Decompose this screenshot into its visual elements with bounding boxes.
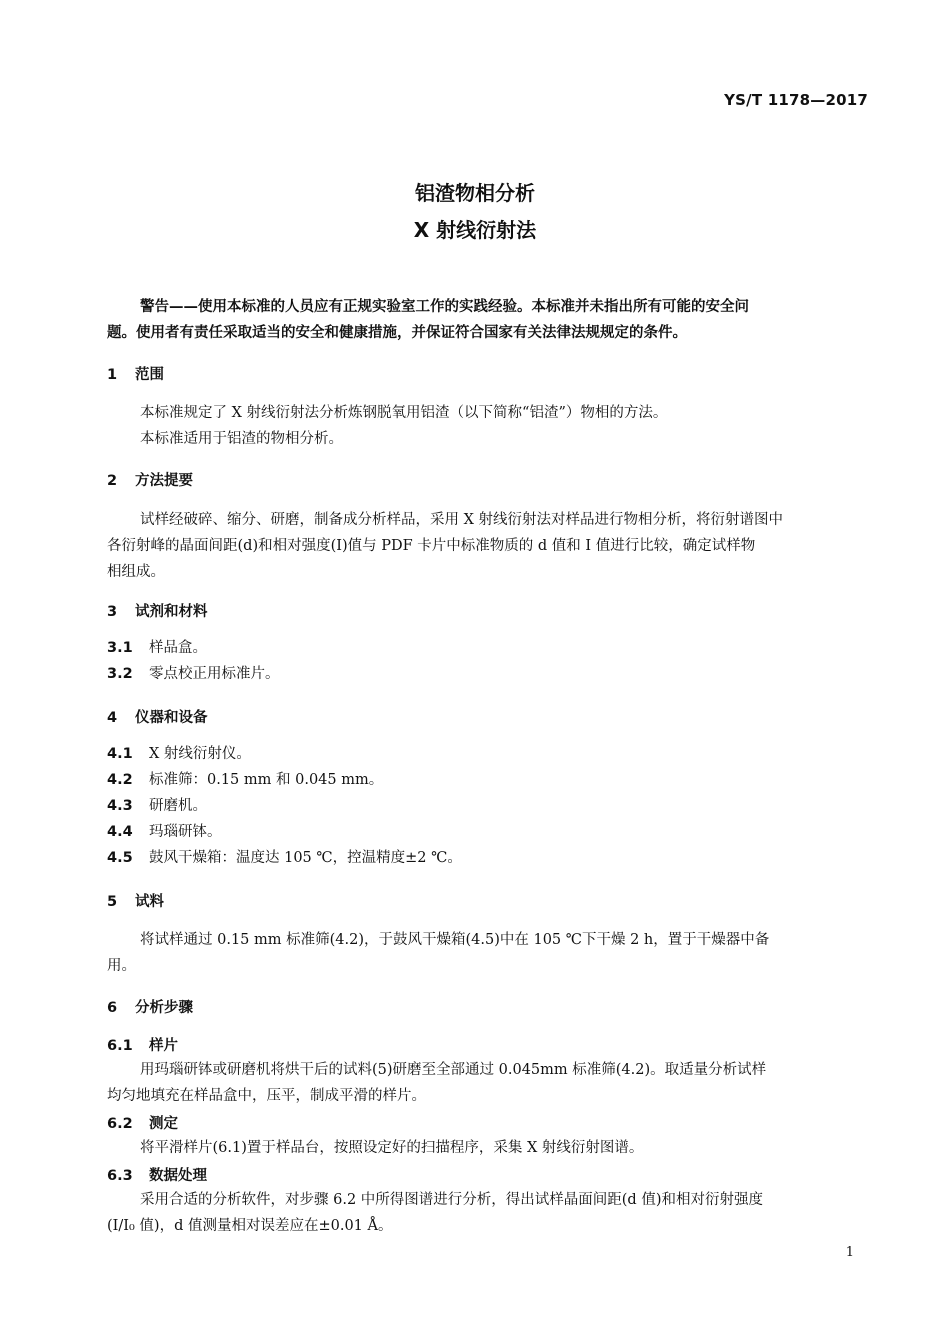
subsection-heading-6-1: 6.1 样片 bbox=[107, 1038, 178, 1054]
apparatus-item: 4.1 X 射线衍射仪。 bbox=[107, 746, 251, 762]
document-title: 铝渣物相分析 bbox=[415, 181, 535, 205]
section-heading-1: 1 范围 bbox=[107, 367, 164, 383]
section-heading-3: 3 试剂和材料 bbox=[107, 604, 208, 620]
apparatus-item: 4.4 玛瑙研钵。 bbox=[107, 824, 222, 840]
apparatus-item: 4.5 鼓风干燥箱：温度达 105 ℃，控温精度±2 ℃。 bbox=[107, 850, 462, 866]
reagent-item: 3.2 零点校正用标准片。 bbox=[107, 666, 280, 682]
apparatus-item: 4.3 研磨机。 bbox=[107, 798, 207, 814]
section-heading-6: 6 分析步骤 bbox=[107, 1000, 193, 1016]
reagent-item: 3.1 样品盒。 bbox=[107, 640, 207, 656]
scope-paragraph: 本标准规定了 X 射线衍射法分析炼钢脱氧用铝渣（以下简称“铝渣”）物相的方法。 本标准适用于铝渣的物相分析。 bbox=[140, 405, 668, 447]
data-processing-paragraph: 采用合适的分析软件，对步骤 6.2 中所得图谱进行分析，得出试样晶面间距(d 值)和相对衍射强度 (I/I₀ 值)，d 值测量相对误差应在±0.01 Å。 bbox=[107, 1192, 763, 1234]
sample-paragraph: 将试样通过 0.15 mm 标准筛(4.2)，于鼓风干燥箱(4.5)中在 105 ℃下干燥 2 h，置于干燥器中备 用。 bbox=[107, 932, 770, 974]
principle-paragraph: 试样经破碎、缩分、研磨，制备成分析样品，采用 X 射线衍射法对样品进行物相分析，将衍射谱图中 各衍射峰的晶面间距(d)和相对强度(I)值与 PDF 卡片中标准物质的 d 值和 I 值进行比较，确定试样物 相组成。 bbox=[107, 512, 784, 580]
warning-line: 题。使用者有责任采取适当的安全和健康措施，并保证符合国家有关法律法规规定的条件。 bbox=[107, 325, 687, 341]
standard-code: YS/T 1178—2017 bbox=[724, 91, 868, 109]
measurement-paragraph: 将平滑样片(6.1)置于样品台，按照设定好的扫描程序，采集 X 射线衍射图谱。 bbox=[140, 1140, 644, 1156]
page-number: 1 bbox=[845, 1245, 854, 1260]
specimen-paragraph: 用玛瑙研钵或研磨机将烘干后的试料(5)研磨至全部通过 0.045mm 标准筛(4.2)。取适量分析试样 均匀地填充在样品盒中，压平，制成平滑的样片。 bbox=[107, 1062, 767, 1104]
subsection-heading-6-2: 6.2 测定 bbox=[107, 1116, 178, 1132]
section-heading-4: 4 仪器和设备 bbox=[107, 710, 208, 726]
apparatus-item: 4.2 标准筛：0.15 mm 和 0.045 mm。 bbox=[107, 772, 384, 788]
warning-line: 警告——使用本标准的人员应有正规实验室工作的实践经验。本标准并未指出所有可能的安全问 bbox=[140, 299, 749, 315]
section-heading-2: 2 方法提要 bbox=[107, 473, 193, 489]
subsection-heading-6-3: 6.3 数据处理 bbox=[107, 1168, 207, 1184]
warning-paragraph bbox=[107, 294, 867, 346]
document-subtitle: X 射线衍射法 bbox=[413, 218, 537, 242]
section-heading-5: 5 试料 bbox=[107, 894, 164, 910]
